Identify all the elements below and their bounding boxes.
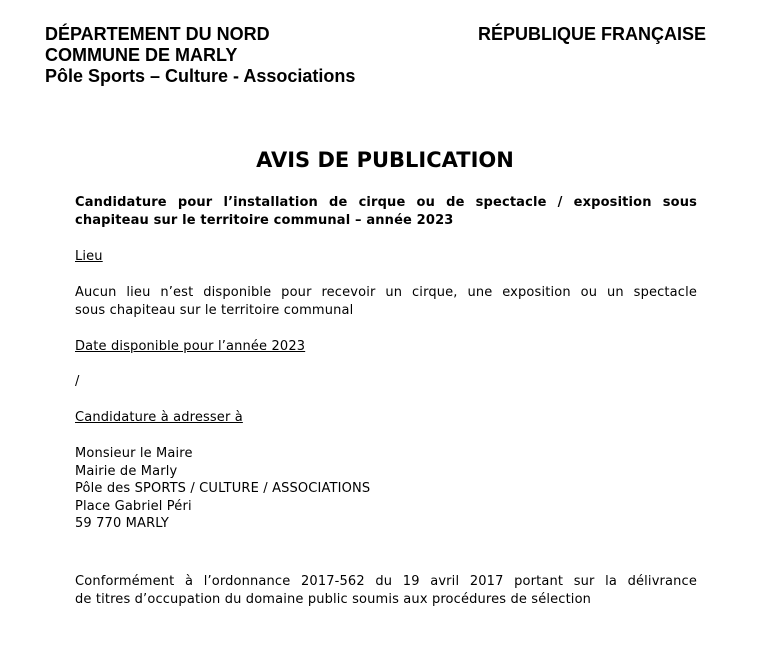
date-value: / [75, 374, 80, 389]
commune-name: COMMUNE DE MARLY [45, 45, 238, 65]
legal-paragraph [75, 573, 697, 608]
address-line: Place Gabriel Péri [75, 498, 192, 514]
lieu-line-2: sous chapiteau sur le territoire communal [75, 302, 354, 318]
issuer-block [45, 24, 355, 87]
pole-name: Pôle Sports – Culture - Associations [45, 66, 356, 86]
address-line: Pôle des SPORTS / CULTURE / ASSOCIATIONS [75, 481, 371, 496]
address-block [75, 445, 697, 533]
legal-line-1: Conformément à l’ordonnance 2017-562 du 19 avril 2017 portant sur la délivrance [75, 574, 697, 589]
republic-label: RÉPUBLIQUE FRANÇAISE [478, 24, 707, 44]
subject-line-1: Candidature pour l’installation de cirque ou de spectacle / exposition sous [75, 195, 697, 210]
subject-paragraph [75, 194, 697, 229]
candidature-heading: Candidature à adresser à [75, 410, 243, 425]
date-heading: Date disponible pour l’année 2023 [75, 339, 306, 354]
lieu-line-1: Aucun lieu n’est disponible pour recevoir un cirque, une exposition ou un spectacle [75, 285, 697, 300]
address-line: Monsieur le Maire [75, 446, 193, 461]
address-line: Mairie de Marly [75, 463, 178, 479]
lieu-paragraph [75, 284, 697, 319]
department-name: DÉPARTEMENT DU NORD [45, 24, 270, 44]
subject-line-2: chapiteau sur le territoire communal – année 2023 [75, 212, 454, 228]
lieu-heading: Lieu [75, 249, 103, 264]
legal-line-2: de titres d’occupation du domaine public soumis aux procédures de sélection [75, 591, 592, 607]
address-line: 59 770 MARLY [75, 516, 170, 531]
page-title: AVIS DE PUBLICATION [256, 148, 514, 172]
